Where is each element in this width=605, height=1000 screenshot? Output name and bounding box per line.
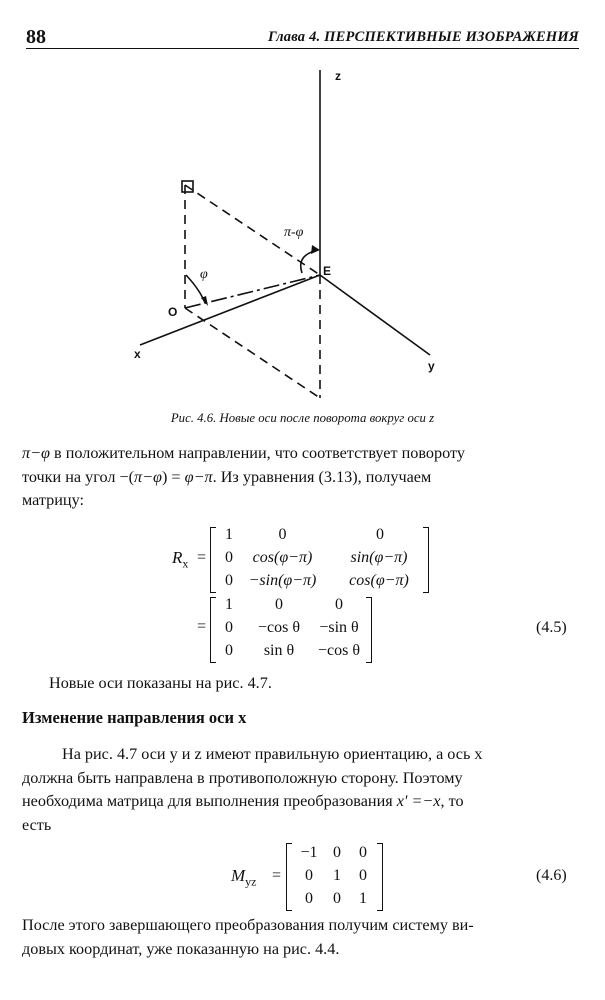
eq46-cell: 0 [305,890,313,907]
text-segment: ) = [162,467,185,486]
eq45-m2-cell: 0 [335,596,343,613]
eq45-m1-cell: 0 [278,526,287,543]
text-segment: . Из уравнения (3.13), получаем [212,467,432,486]
text-segment: , то [440,792,464,810]
label-O: O [168,305,178,319]
eq45-m2-cell: 1 [225,596,233,613]
paragraph-2: Новые оси показаны на рис. 4.7. [49,674,272,692]
math-segment: φ−π [184,467,213,486]
math-segment: π−φ [134,467,162,486]
eq46-lhs-subscript: yz [245,874,257,889]
label-E: E [323,264,332,278]
paragraph-4-line-1: После этого завершающего преобразования получим систему ви- [22,916,474,934]
eq45-lhs-symbol: R [172,548,183,567]
eq45-equals-2: = [197,618,207,635]
eq46-equals: = [272,867,282,884]
figure-caption: Рис. 4.6. Новые оси после поворота вокруг оси z [170,411,435,425]
label-phi: φ [200,267,208,282]
eq46-cell: 1 [359,890,367,907]
eq46-number: (4.6) [536,867,567,884]
text-segment: необходима матрица для выполнения преобразования [22,792,397,810]
eq45-m1-cell: 0 [225,549,233,566]
eq45-m2-cell: 0 [225,642,233,659]
eq45-m1-cell: cos(φ−π) [252,549,313,566]
eq46-lhs [231,866,257,889]
paragraph-1-line-3: матрицу: [22,491,84,509]
eq46-cell: 0 [333,890,341,907]
pi-phi-arc [301,250,318,273]
eq45-lhs-subscript: x [182,556,189,571]
eq46-cell: 0 [359,867,367,884]
eq45-m2-left-bracket [210,597,216,663]
eq46-cell: −1 [300,844,318,861]
dashed-bottom-edge [185,308,320,398]
eq46-cell: 0 [333,844,341,861]
eq45-m2-cell: −sin θ [319,619,359,636]
eq45-m1-cell: −sin(φ−π) [248,572,317,589]
pi-phi-arrowhead [311,245,320,254]
paragraph-3-line-4: есть [22,815,52,834]
x-axis [140,275,320,345]
paragraph-1-line-1 [22,442,578,466]
math-pi-minus-phi: π−φ [22,444,50,462]
eq45-m2-cell: −cos θ [257,619,300,636]
text-segment: точки на угол −( [22,467,134,486]
eq45-m2-cell: 0 [275,596,283,613]
eq45-number: (4.5) [536,619,567,636]
eq45-m2-cell: −cos θ [317,642,360,659]
eq45-m1-cell: 0 [225,572,233,589]
label-pi-minus-phi: π-φ [284,225,304,240]
eq46-cell: 0 [359,844,367,861]
eq46-cell: 0 [305,867,313,884]
paragraph-3-line-3 [22,790,578,814]
text-segment: в положительном направлении, что соответствует повороту [50,444,465,462]
eq46-right-bracket [377,843,383,911]
label-z: z [335,69,341,83]
math-segment: x' =−x [396,792,441,810]
eq45-equals-1: = [197,549,207,566]
eq46-lhs-symbol: M [231,866,246,885]
eq45-m2-cell: 0 [225,619,233,636]
eq45-m1-cell: 0 [376,526,384,543]
paragraph-4 [22,914,578,961]
paragraph-1-line-2 [22,466,578,490]
label-y: y [428,359,435,373]
paragraph-3-line-1: На рис. 4.7 оси y и z имеют правильную ориентацию, а ось x [62,745,483,763]
paragraph-3-line-2: должна быть направлена в противоположную сторону. Поэтому [22,768,463,787]
eq45-m2-cell: sin θ [263,642,295,659]
eq46-cell: 1 [333,867,341,884]
paragraph-3 [22,743,578,837]
eq45-lhs [172,548,188,571]
paragraph-1 [22,442,578,513]
eq45-m1-left-bracket [210,527,216,593]
eq45-m1-cell: sin(φ−π) [350,549,408,566]
eq45-m1-cell: cos(φ−π) [349,572,409,589]
page-number: 88 [26,26,46,48]
section-heading: Изменение направления оси x [22,708,247,727]
eq45-m1-cell: 1 [225,526,233,543]
paragraph-4-line-2: довых координат, уже показанную на рис. 4.4. [22,939,340,958]
eq46-left-bracket [286,843,292,911]
figure-4-6 [0,0,605,410]
running-title: Глава 4. ПЕРСПЕКТИВНЫЕ ИЗОБРАЖЕНИЯ [267,29,579,45]
label-x: x [134,347,141,361]
y-axis [320,275,430,355]
